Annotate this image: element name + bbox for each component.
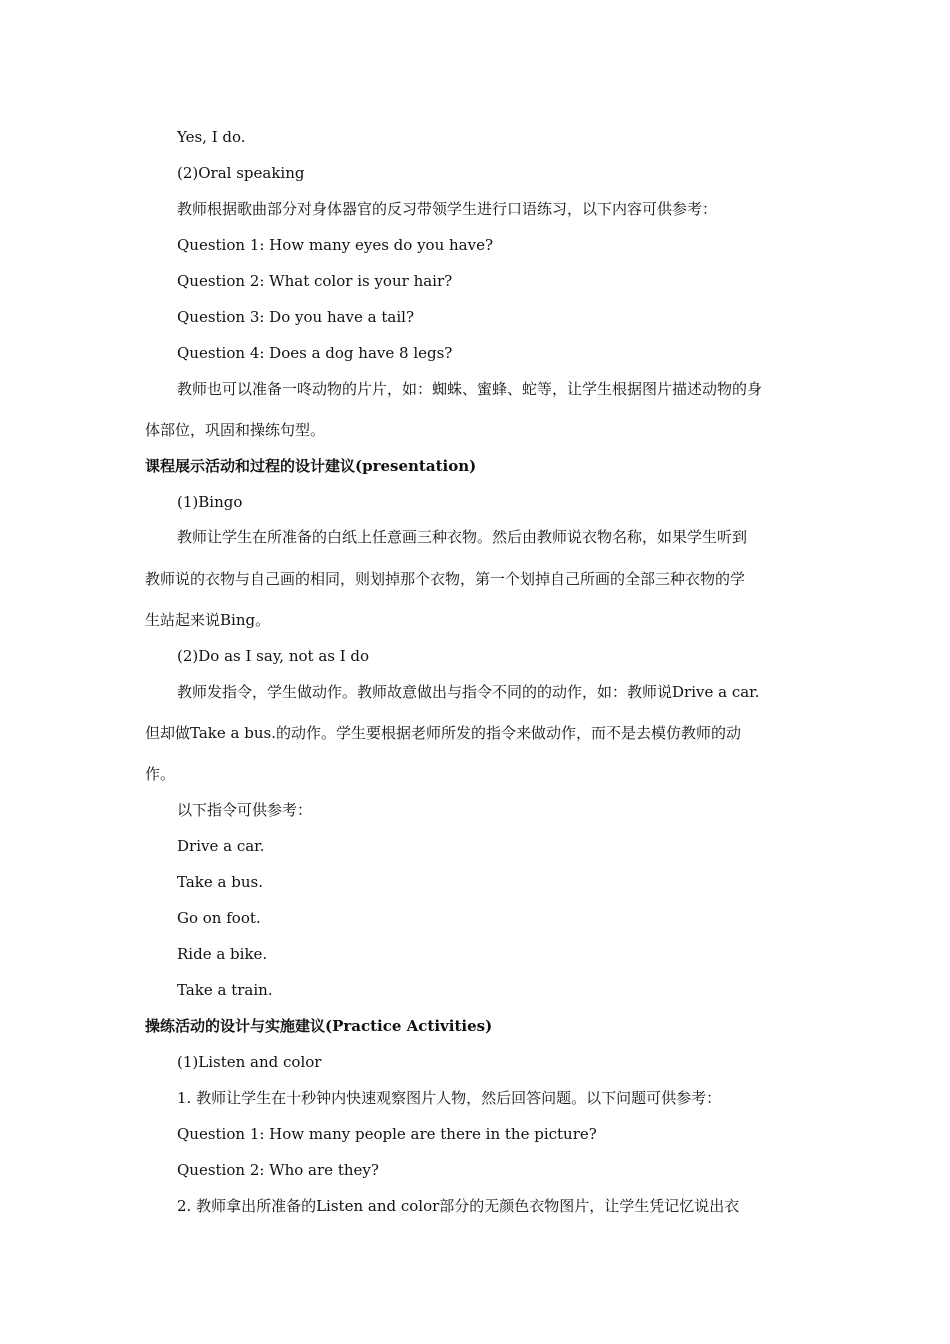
text-line: Question 1: How many eyes do you have? [177,236,493,254]
text-line: 作。 [145,765,176,783]
text-line: 教师说的衣物与自己画的相同，则划掉那个衣物，第一个划掉自己所画的全部三种衣物的学 [145,570,746,588]
text-line: Question 2: What color is your hair? [177,272,453,290]
text-line: 教师也可以准备一咚动物的片片，如：蜘蛛、蜜蜂、蛇等，让学生根据图片描述动物的身 [177,380,763,398]
section-heading: 课程展示活动和过程的设计建议(presentation) [145,457,477,475]
text-line: 以下指令可供参考： [177,801,313,819]
text-line: Ride a bike. [177,945,268,963]
text-line: Go on foot. [177,909,261,927]
text-line: Question 4: Does a dog have 8 legs? [177,344,453,362]
text-line: 教师发指令，学生做动作。教师故意做出与指令不同的的动作，如：教师说Drive a car. [177,683,760,701]
text-line: 教师让学生在所准备的白纸上任意画三种衣物。然后由教师说衣物名称，如果学生听到 [177,528,748,546]
text-line: Drive a car. [177,837,265,855]
text-line: Yes, I do. [177,128,246,146]
text-line: Take a train. [177,981,273,999]
text-line: Question 2: Who are they? [177,1161,379,1179]
text-line: 1. 教师让学生在十秒钟内快速观察图片人物，然后回答问题。以下问题可供参考： [177,1089,722,1107]
text-line: (1)Listen and color [177,1053,322,1071]
section-heading: 操练活动的设计与实施建议(Practice Activities) [145,1017,493,1035]
text-line: 体部位，巩固和操练句型。 [145,421,326,439]
text-line: Take a bus. [177,873,263,891]
text-line: 生站起来说Bing。 [145,611,271,629]
text-line: 教师根据歌曲部分对身体器官的反习带领学生进行口语练习，以下内容可供参考： [177,200,718,218]
text-line: 但却做Take a bus.的动作。学生要根据老师所发的指令来做动作，而不是去模仿教师的动 [145,724,741,742]
text-line: Question 1: How many people are there in the picture? [177,1125,597,1143]
text-line: Question 3: Do you have a tail? [177,308,414,326]
text-line: (2)Do as I say, not as I do [177,647,370,665]
text-line: 2. 教师拿出所准备的Listen and color部分的无颜色衣物图片，让学生凭记忆说出衣 [177,1197,740,1215]
text-line: (2)Oral speaking [177,164,305,182]
text-line: (1)Bingo [177,493,243,511]
